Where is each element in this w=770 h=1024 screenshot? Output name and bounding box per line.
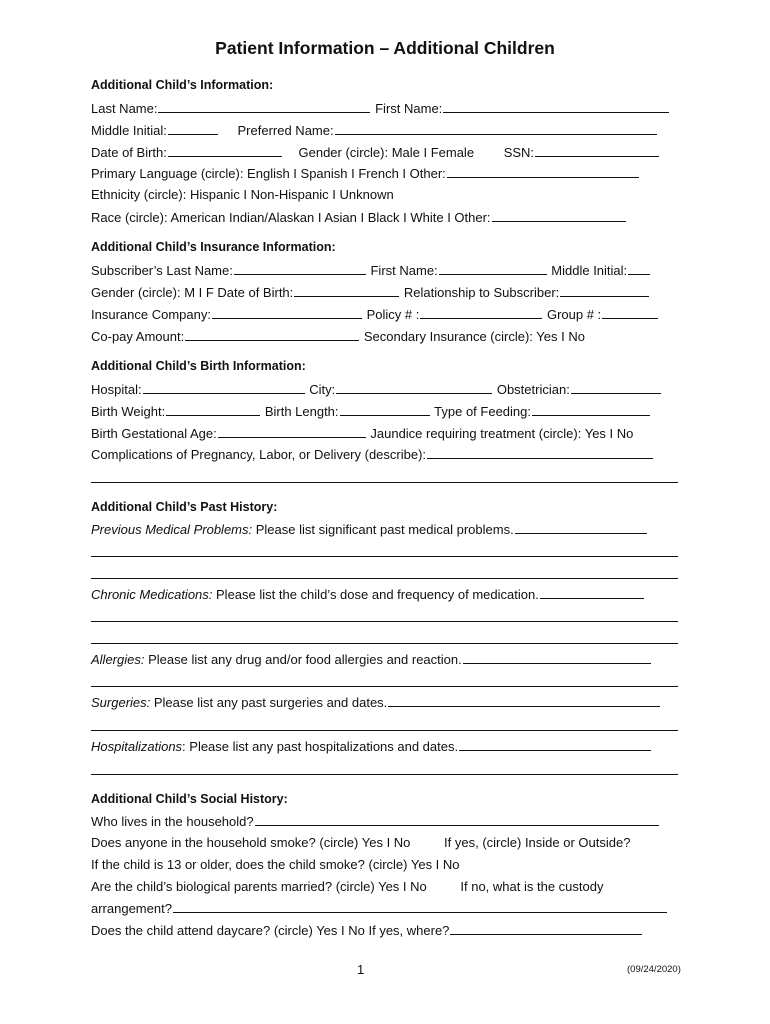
language-label[interactable]: Primary Language (circle): English I Spanish I French I Other: (91, 166, 446, 181)
preferred-name-field[interactable] (335, 122, 657, 135)
daycare-label[interactable]: Does the child attend daycare? (circle) Yes I No If yes, where? (91, 923, 450, 938)
surgeries-text: Please list any past surgeries and dates. (153, 695, 388, 710)
household-smoke-label[interactable]: Does anyone in the household smoke? (circle) Yes I No (91, 835, 411, 850)
medical-problems-field[interactable] (515, 521, 647, 534)
last-name-label: Last Name: (91, 101, 158, 116)
section-heading-birth: Additional Child’s Birth Information: (91, 359, 306, 373)
ssn-field[interactable] (535, 144, 659, 157)
secondary-insurance-label[interactable]: Secondary Insurance (circle): Yes I No (363, 329, 585, 344)
row-allergies (91, 651, 652, 667)
medical-problems-text: Please list significant past medical problems. (255, 522, 514, 537)
row-medical-problems (91, 521, 648, 537)
row-complications (91, 446, 654, 462)
allergies-text: Please list any drug and/or food allergies and reaction. (148, 652, 462, 667)
row-household (91, 813, 660, 829)
row-race (91, 209, 627, 225)
complications-line[interactable] (91, 482, 678, 483)
jaundice-label[interactable]: Jaundice requiring treatment (circle): Yes I No (370, 426, 634, 441)
complications-field[interactable] (427, 446, 653, 459)
birth-weight-label: Birth Weight: (91, 404, 166, 419)
preferred-name-label: Preferred Name: (237, 123, 334, 138)
complications-label: Complications of Pregnancy, Labor, or Delivery (describe): (91, 447, 427, 462)
section-heading-social-history: Additional Child’s Social History: (91, 792, 288, 806)
birth-length-field[interactable] (340, 403, 430, 416)
section-heading-child-info: Additional Child’s Information: (91, 78, 274, 92)
birth-length-label: Birth Length: (264, 404, 339, 419)
subscriber-dob-field[interactable] (294, 284, 399, 297)
city-label: City: (309, 382, 336, 397)
arrangement-label: arrangement? (91, 901, 172, 916)
copay-field[interactable] (185, 328, 359, 341)
row-daycare (91, 922, 643, 938)
section-heading-insurance: Additional Child’s Insurance Information: (91, 240, 336, 254)
hospitalizations-text: : Please list any past hospitalizations and dates. (182, 739, 459, 754)
row-gender-dob (91, 284, 650, 300)
allergies-label: Allergies: (91, 652, 145, 667)
row-hospital (91, 381, 662, 397)
medical-problems-line-1[interactable] (91, 556, 678, 557)
relationship-field[interactable] (560, 284, 649, 297)
subscriber-middle-label: Middle Initial: (551, 263, 628, 278)
row-subscriber (91, 262, 651, 278)
race-label[interactable]: Race (circle): American Indian/Alaskan I Asian I Black I White I Other: (91, 210, 491, 225)
chronic-medications-label: Chronic Medications: (91, 587, 213, 602)
surgeries-line[interactable] (91, 730, 678, 731)
allergies-line[interactable] (91, 686, 678, 687)
row-middle (91, 122, 658, 138)
row-copay (91, 328, 585, 344)
hospital-field[interactable] (143, 381, 305, 394)
row-child-smoke (91, 857, 460, 872)
obstetrician-field[interactable] (571, 381, 661, 394)
dob-label: Date of Birth: (91, 145, 167, 160)
gestational-field[interactable] (218, 425, 366, 438)
chronic-medications-line-1[interactable] (91, 621, 678, 622)
city-field[interactable] (336, 381, 492, 394)
allergies-field[interactable] (463, 651, 651, 664)
medical-problems-label: Previous Medical Problems: (91, 522, 253, 537)
subscriber-middle-field[interactable] (628, 262, 650, 275)
dob-field[interactable] (168, 144, 282, 157)
page-title: Patient Information – Additional Children (215, 38, 555, 58)
row-married (91, 879, 603, 894)
hospitalizations-label: Hospitalizations (91, 739, 183, 754)
first-name-field[interactable] (443, 100, 669, 113)
arrangement-field[interactable] (173, 900, 667, 913)
row-dob (91, 144, 660, 160)
copay-label: Co-pay Amount: (91, 329, 185, 344)
row-ethnicity (91, 187, 394, 202)
feeding-label: Type of Feeding: (434, 404, 531, 419)
parents-married-label[interactable]: Are the child’s biological parents married? (circle) Yes I No (91, 879, 427, 894)
smoke-location-label[interactable]: If yes, (circle) Inside or Outside? (444, 835, 631, 850)
middle-initial-field[interactable] (168, 122, 218, 135)
language-other-field[interactable] (447, 165, 639, 178)
group-field[interactable] (602, 306, 658, 319)
revision-date: (09/24/2020) (627, 964, 681, 975)
row-chronic-medications (91, 586, 645, 602)
first-name-label: First Name: (375, 101, 443, 116)
subscriber-gender-dob-label[interactable]: Gender (circle): M I F Date of Birth: (91, 285, 294, 300)
custody-label: If no, what is the custody (460, 879, 604, 894)
group-label: Group # : (546, 307, 602, 322)
section-heading-past-history: Additional Child’s Past History: (91, 500, 278, 514)
hospital-label: Hospital: (91, 382, 142, 397)
insurance-company-label: Insurance Company: (91, 307, 211, 322)
subscriber-last-label: Subscriber’s Last Name: (91, 263, 233, 278)
child-smoke-label[interactable]: If the child is 13 or older, does the child smoke? (circle) Yes I No (91, 857, 460, 872)
ethnicity-label[interactable]: Ethnicity (circle): Hispanic I Non-Hispanic I Unknown (91, 187, 394, 202)
household-field[interactable] (255, 813, 659, 826)
household-label: Who lives in the household? (91, 814, 254, 829)
gender-label[interactable]: Gender (circle): Male I Female (298, 145, 475, 160)
feeding-field[interactable] (532, 403, 650, 416)
page-number: 1 (357, 962, 365, 977)
ssn-label: SSN: (503, 145, 535, 160)
relationship-label: Relationship to Subscriber: (403, 285, 560, 300)
hospitalizations-field[interactable] (459, 738, 651, 751)
insurance-company-field[interactable] (212, 306, 362, 319)
chronic-medications-line-2[interactable] (91, 643, 678, 644)
subscriber-last-field[interactable] (234, 262, 366, 275)
row-company (91, 306, 659, 322)
row-smoke (91, 835, 630, 850)
row-name (91, 100, 670, 116)
obstetrician-label: Obstetrician: (496, 382, 570, 397)
birth-weight-field[interactable] (166, 403, 260, 416)
policy-field[interactable] (420, 306, 542, 319)
gestational-label: Birth Gestational Age: (91, 426, 217, 441)
middle-initial-label: Middle Initial: (91, 123, 167, 138)
row-weight (91, 403, 651, 419)
race-other-field[interactable] (492, 209, 626, 222)
row-arrangement (91, 900, 668, 916)
chronic-medications-text: Please list the child’s dose and frequency of medication. (216, 587, 539, 602)
row-surgeries (91, 694, 661, 710)
subscriber-first-label: First Name: (370, 263, 438, 278)
hospitalizations-line[interactable] (91, 774, 678, 775)
row-gestational (91, 425, 633, 441)
last-name-field[interactable] (158, 100, 370, 113)
policy-label: Policy # : (366, 307, 420, 322)
surgeries-field[interactable] (388, 694, 660, 707)
chronic-medications-field[interactable] (540, 586, 644, 599)
row-hospitalizations (91, 738, 652, 754)
subscriber-first-field[interactable] (439, 262, 547, 275)
surgeries-label: Surgeries: (91, 695, 151, 710)
daycare-field[interactable] (450, 922, 642, 935)
medical-problems-line-2[interactable] (91, 578, 678, 579)
row-language (91, 165, 640, 181)
